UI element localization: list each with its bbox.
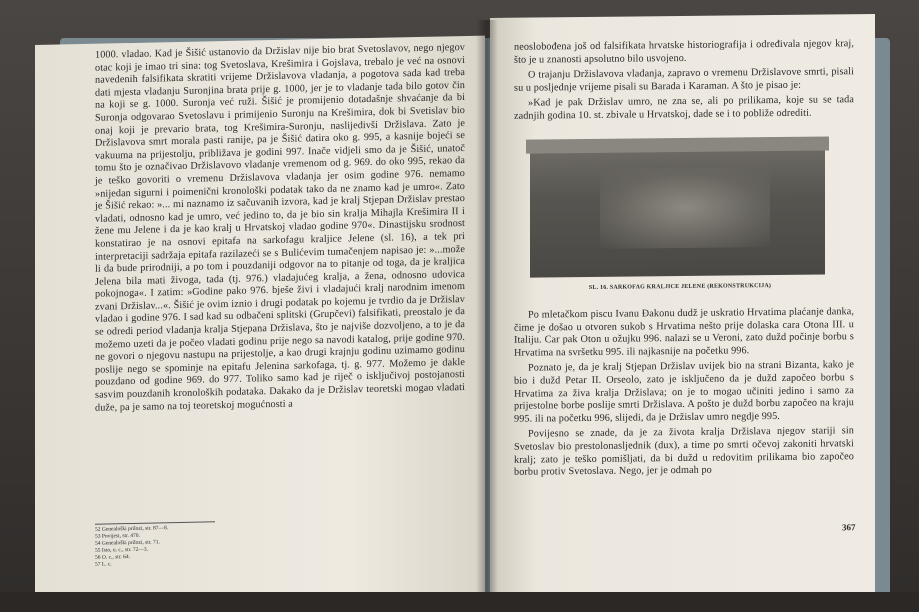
table-edge xyxy=(0,592,919,612)
right-paragraph: O trajanju Držislavova vladanja, zapravo o vremenu Držislavove smrti, pisali su u posljednje vrijeme pisali su Barada i Karaman. A što je pisao je: xyxy=(514,66,854,94)
left-footnotes xyxy=(95,521,215,569)
footnote: 53 Povijest, str. 470. xyxy=(95,532,140,540)
right-paragraph: Povijesno se znade, da je za života kralja Držislava njegov stariji sin Svetoslav bio prestolonasljednik (dux), a time po smrti očevoj zakoniti hrvatski kralj; zato je teško pomišljati, da bi dužd u redovitim prilikama bio započeo borbu protiv Svetoslava. Nego, jer je odmah po xyxy=(514,425,854,478)
footnote: 57 L. c. xyxy=(95,561,112,568)
right-paragraph: Poznato je, da je kralj Stjepan Držislav uvijek bio na strani Bizanta, kako je bio i dužd Petar II. Orseolo, zato je isključeno da je dužd započeo borbu s Hrvatima za živa kralja Držislava; on je to mogao učiniti jedino i samo za prijestolne borbe poslije smrti Držislava. A pošto je dužd borbu započeo na kraju 995. ili na početku 996, slijedi, da je Držislav umro negdje 995. xyxy=(514,359,854,425)
right-paragraph: »Kad je pak Držislav umro, ne zna se, ali po prilikama, koje su se tada zadnjih godina 10. st. zbivale u Hrvatskoj, dade se i to pobliže odrediti. xyxy=(514,94,854,122)
footnote: 55 Isto, u. c., str. 72—3. xyxy=(95,546,149,554)
left-page xyxy=(35,36,485,612)
right-paragraph: neoslobođena još od falsifikata hrvatske historiografija i određivala njegov kraj, što je u znanosti apsolutno bilo usvojeno. xyxy=(514,38,854,66)
sarcophagus-relief xyxy=(600,167,770,249)
right-paragraph: Po mletačkom piscu Ivanu Đakonu dudž je uskratio Hrvatima plaćanje danka, čime je došao u otvoren sukob s Hrvatima nešto prije dolaska cara Otona III. u Italiju. Car pak Oton u ožujku 996. nalazi se u Veroni, zato dužd počinje borbu s Hrvatima na svršetku 995. ili najkasnije na početku 996. xyxy=(514,306,854,359)
sarcophagus-photo xyxy=(530,144,825,277)
figure-caption: SL. 16. SARKOFAG KRALJICE JELENE (REKONSTRUKCIJA) xyxy=(588,283,772,291)
right-page xyxy=(490,14,875,612)
footnote: 54 Genealoški prilozi, str. 71. xyxy=(95,539,160,547)
right-page-text-bottom xyxy=(514,306,854,482)
left-paragraph: 1000. vladao. Kad je Šišić ustanovio da Držislav nije bio brat Svetoslavov, nego njegov otac koji je imao tri sina: tog Svetoslava, Krešimira i Gojslava, trebalo je već na osnovi navedenih falsifikata skratiti vrijeme Držislavova vladanja, a pogotova sada kad treba dati mjesta vladanju Suronjina brata prije g. 1000, jer je to vladanje tada bilo gotov čin na koji se g. 1000. Suronja već ruži. Šišić je promijenio dotadašnje shvaćanje da bi Suronja odgovarao Svetoslavu i primijenio Suronju na Krešimira, dok bi Svetislav bio onaj koji je prevario brata, tog Krešimira-Suronju, naslijedivši Držislava. Zato je Držislavova smrt morala pasti ranije, pa je Šišić datira oko g. 995, a kasnije bojeći se vakuuma na prijestolju, približava je godini 997. Inače vidjeli smo da je Šišić, unatoč tomu što je označivao Držislavovo vladanje vremenom od g. 969. do oko 995, rekao da je teško govoriti o vremenu Držislavova vladanja jer osim godine 976. nemamo »nijedan sigurni i poimenični kronološki podatak tako da ne znamo kad je umro«. Zato je Šišić rekao: »... mi naznamo iz sačuvanih izvora, kad je kralj Stjepan Držislav prestao vladati, odnosno kad je umro, već jedino to, da je bio sin kralja Mihajla Krešimira II i žene mu Jelene i da je kao kralj u Hrvatskoj vladao godine 970«. Dinastijsku srodnost konstatirao je na osnovi epitafa na sarkofagu kraljice Jelene (sl. 16), a tek pri interpretaciji sadržaja epitafa razilazeći se s Bulićevim tumačenjem napisao je: »...može li da bude prirodniji, a po tom i pouzdaniji odgovor na to pitanje od toga, da je kraljica Jelena bila mati živoga, tada (tj. 976.) vladajućeg kralja, a žena, odnosno udovica pokojnoga«. I zatim: »Godine pako 976. bješe živi i vladajući kralj narodnim imenom zvani Držislav...«. Šišić je ovim iznio i drugi podatak po kojemu je tvrdio da je Držislav vladao i godine 976. I sad kad su odbačeni splitski (Grupčevi) falsifikati, preostalo je da se odredi period vladanja kralja Stjepana Držislava, što je najviše dozvoljeno, a to je da možemo uzeti da je počeo vladati godinu prije nego sa navodi katalog, prije godine 970. ne govori o njegovu nastupu na prijestolje, a kao drugi krajnju godinu uzimamo godinu poslije nego se spominje na epitafu Jelenina sarkofaga, tj. g. 977. Možemo je dakle pouzdano od godine 969. do 977. Toliko samo kad je riječ o isključivoj postojanosti sasvim pouzdanih kronoloških podataka. Dakako da je Držislav teoretski mogao vladati duže, pa je samo na toj teoretskoj mogućnosti a xyxy=(95,41,465,414)
footnote: 56 O. c., str. 64. xyxy=(95,554,130,561)
book-gutter-shadow xyxy=(476,20,498,612)
left-page-text xyxy=(95,42,465,418)
sarcophagus-lid xyxy=(526,136,829,153)
footnote: 52 Genealoški prilozi, str. 87—8. xyxy=(95,525,169,533)
right-page-number: 367 xyxy=(842,522,856,533)
right-page-text-top xyxy=(514,38,854,126)
